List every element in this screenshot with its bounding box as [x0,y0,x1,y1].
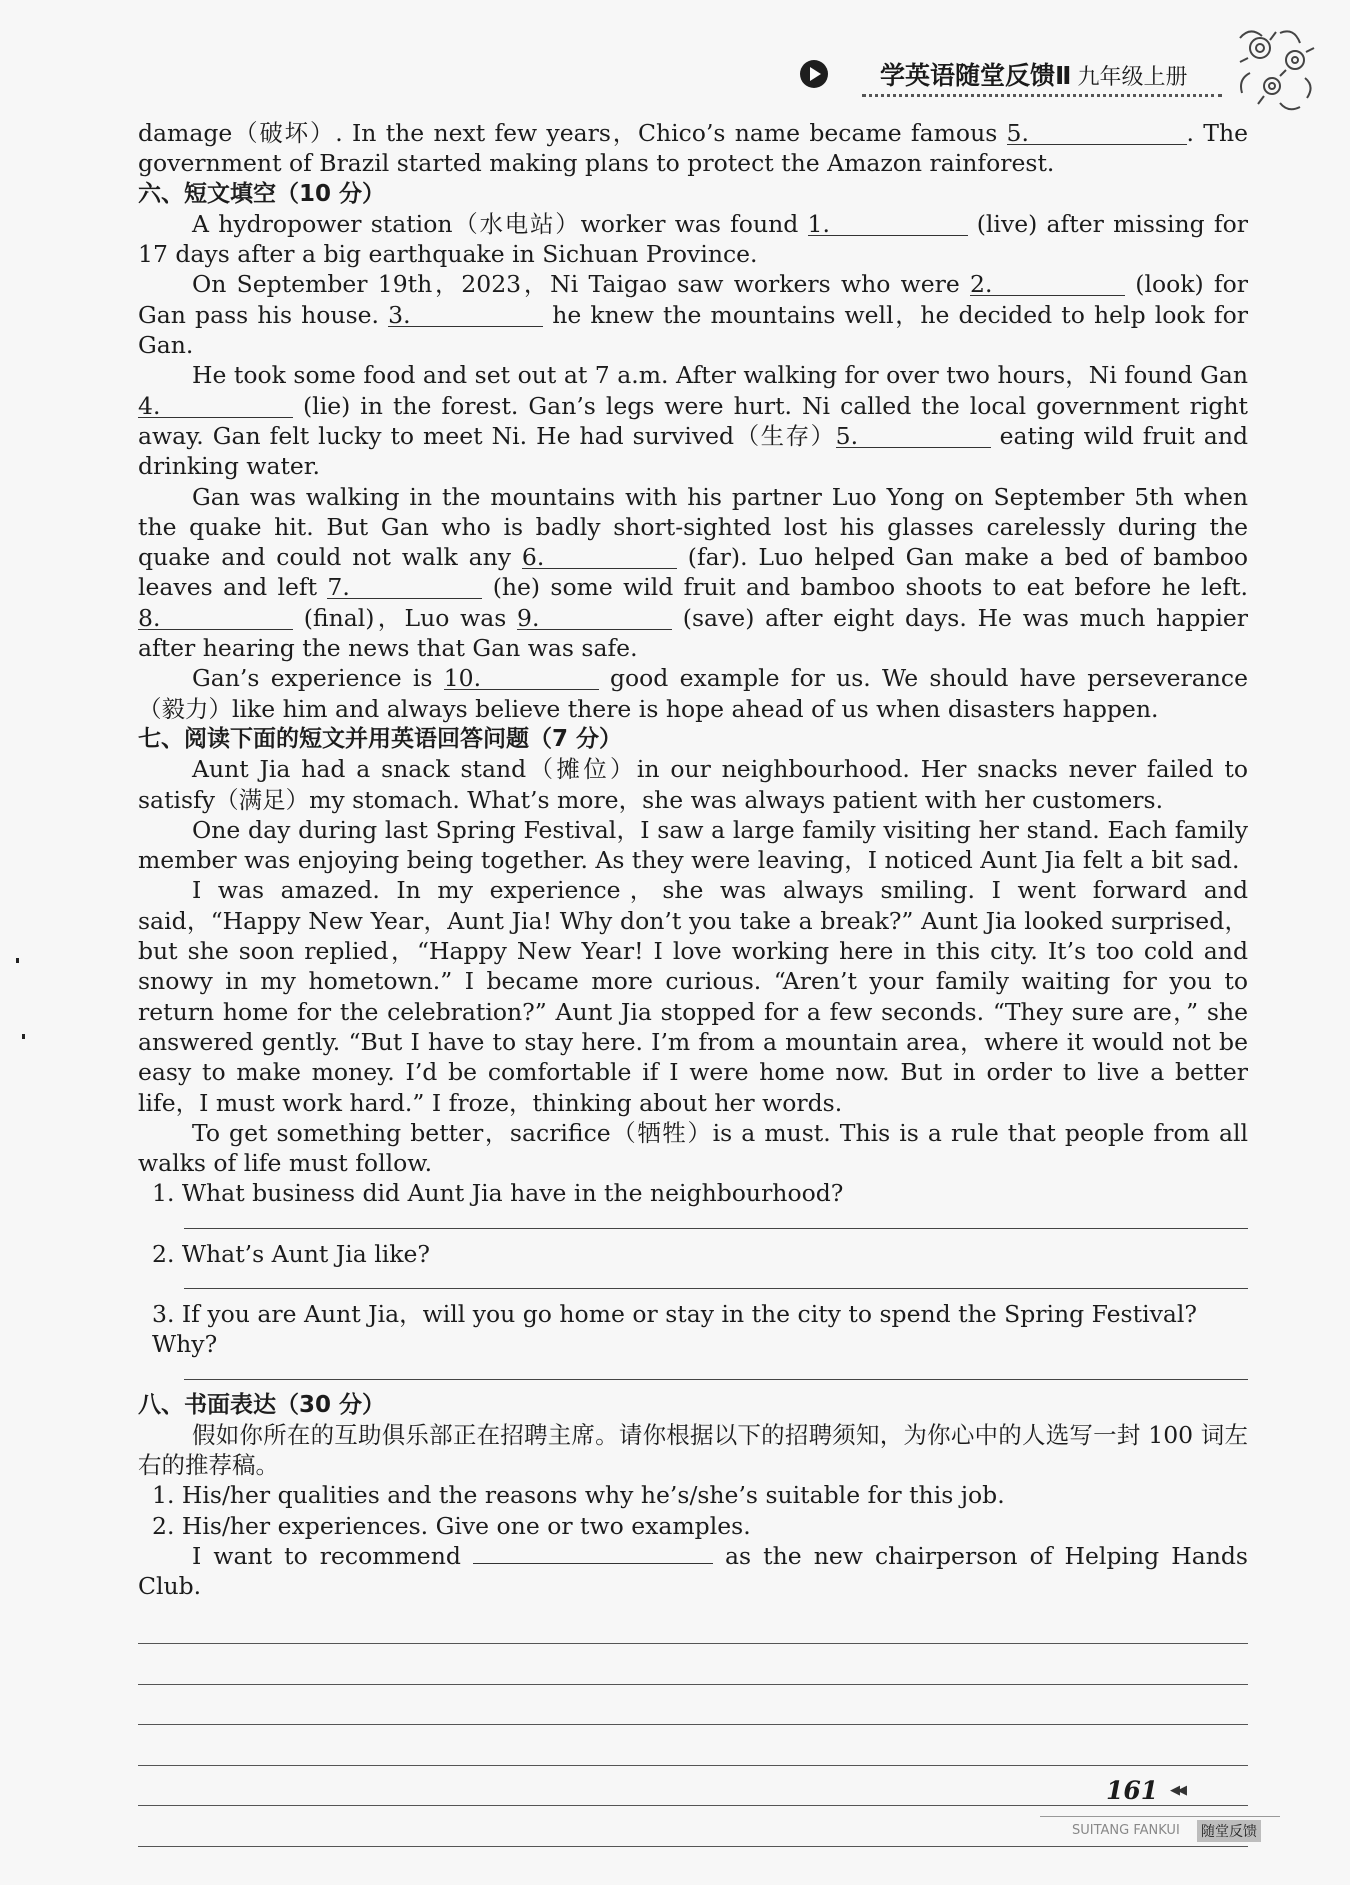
answer-line[interactable] [184,1269,1248,1289]
answer-line[interactable] [184,1360,1248,1380]
answer-line[interactable] [184,1209,1248,1229]
reading-paragraph: To get something better，sacrifice（牺牲）is a must. This is a rule that people from all walks of life must follow. [138,1118,1248,1178]
writing-requirement: 2. His/her experiences. Give one or two examples. [152,1511,751,1540]
footer-badge: 随堂反馈 [1197,1820,1261,1842]
reading-paragraph: One day during last Spring Festival，I saw a large family visiting her stand. Each family member was enjoying being together. As they were leaving，I noticed Aunt Jia felt a bit sad. [138,815,1248,875]
answer-blank[interactable]: 6. [522,546,677,569]
reading-continuation: damage（破坏）. In the next few years，Chico’s name became famous 5. . The government of Brazil started making plans to protect the Amazon rainforest. [138,119,1248,178]
section-8-heading: 八、书面表达（30 分） [138,1391,386,1418]
question: 2. What’s Aunt Jia like? [152,1239,430,1268]
answer-blank[interactable]: 3. [388,304,543,327]
answer-blank[interactable]: 2. [970,273,1125,296]
answer-blank[interactable]: 10. [444,667,599,690]
recommend-name-blank[interactable] [473,1563,713,1564]
cloze-paragraph: He took some food and set out at 7 a.m. After walking for over two hours，Ni found Gan 4. (lie) in the forest. Gan’s legs were hurt. Ni called the local government right away. Gan felt lucky to meet Ni. He had survived（生存）5. eating wild fruit and drinking water. [138,361,1248,481]
page-number: 161 [1106,1776,1159,1805]
reading-paragraph: Aunt Jia had a snack stand（摊位）in our neighbourhood. Her snacks never failed to satisfy（满足）my stomach. What’s more，she was always patient with her customers. [138,755,1248,814]
answer-blank[interactable]: 4. [138,395,293,418]
double-arrow-left-icon: ◀◀ [1170,1783,1184,1798]
answer-blank[interactable]: 8. [138,607,293,630]
answer-blank[interactable]: 5. [836,425,991,448]
book-subtitle: 九年级上册 [1077,65,1188,90]
cloze-paragraph: A hydropower station（水电站）worker was found 1. (live) after missing for 17 days after a big earthquake in Sichuan Province. [138,209,1248,269]
answer-blank[interactable]: 5. [1007,122,1187,145]
cloze-paragraph: Gan was walking in the mountains with his partner Luo Yong on September 5th when the quake hit. But Gan who is badly short-sighted lost his glasses carelessly during the quake and could not walk any 6. (far). Luo helped Gan make a bed of bamboo leaves and left 7. (he) some wild fruit and bamboo shoots to eat before he left. 8. (final)，Luo was 9. (save) after eight days. He was much happier after hearing the news that Gan was safe. [138,482,1249,663]
answer-blank[interactable]: 9. [517,607,672,630]
worksheet-body [138,118,1248,1885]
question: 1. What business did Aunt Jia have in the neighbourhood? [152,1179,844,1208]
header-dotted-rule [862,94,1222,97]
cloze-paragraph: On September 19th，2023，Ni Taigao saw workers who were 2. (look) for Gan pass his house. 3. he knew the mountains well，he decided to help look for Gan. [138,270,1248,360]
play-icon [800,60,828,88]
flower-ornament-icon [1220,18,1330,128]
page-header [800,48,1320,100]
question: 3. If you are Aunt Jia，will you go home or stay in the city to spend the Spring Festival? Why? [152,1299,1197,1359]
writing-requirement: 1. His/her qualities and the reasons why he’s/she’s suitable for this job. [152,1481,1005,1510]
answer-blank[interactable]: 7. [327,576,482,599]
page-footer [1040,1776,1290,1856]
scan-mark [22,1034,25,1039]
writing-line[interactable] [138,1604,1248,1645]
writing-line[interactable] [138,1685,1248,1726]
writing-line[interactable] [138,1725,1248,1766]
footer-pinyin: SUITANG FANKUI [1072,1823,1180,1838]
writing-prompt: 假如你所在的互助俱乐部正在招聘主席。请你根据以下的招聘须知，为你心中的人选写一封 100 词左右的推荐稿。 [138,1420,1248,1480]
writing-line[interactable] [138,1644,1248,1685]
section-7-heading: 七、阅读下面的短文并用英语回答问题（7 分） [138,725,623,752]
footer-rule [1040,1816,1280,1817]
book-title: 学英语随堂反馈Ⅱ 九年级上册 [880,61,1188,90]
scan-mark [16,958,19,963]
answer-blank[interactable]: 1. [808,213,968,236]
writing-starter: I want to recommend as the new chairperson of Helping Hands Club. [138,1542,1248,1601]
reading-paragraph: I was amazed. In my experience，she was always smiling. I went forward and said，“Happy New Year，Aunt Jia! Why don’t you take a break?” Aunt Jia looked surprised，but she soon replied，“Happy New Year! I love working here in this city. It’s too cold and snowy in my hometown.” I became more curious. “Aren’t your family waiting for you to return home for the celebration?” Aunt Jia stopped for a few seconds. “They sure are，” she answered gently. “But I have to stay here. I’m from a mountain area，where it would not be easy to make money. I’d be comfortable if I were home now. But in order to live a better life，I must work hard.” I froze，thinking about her words. [138,876,1248,1117]
cloze-paragraph: Gan’s experience is 10. good example for us. We should have perseverance（毅力）like him and always believe there is hope ahead of us when disasters happen. [138,664,1248,723]
section-6-heading: 六、短文填空（10 分） [138,180,386,207]
